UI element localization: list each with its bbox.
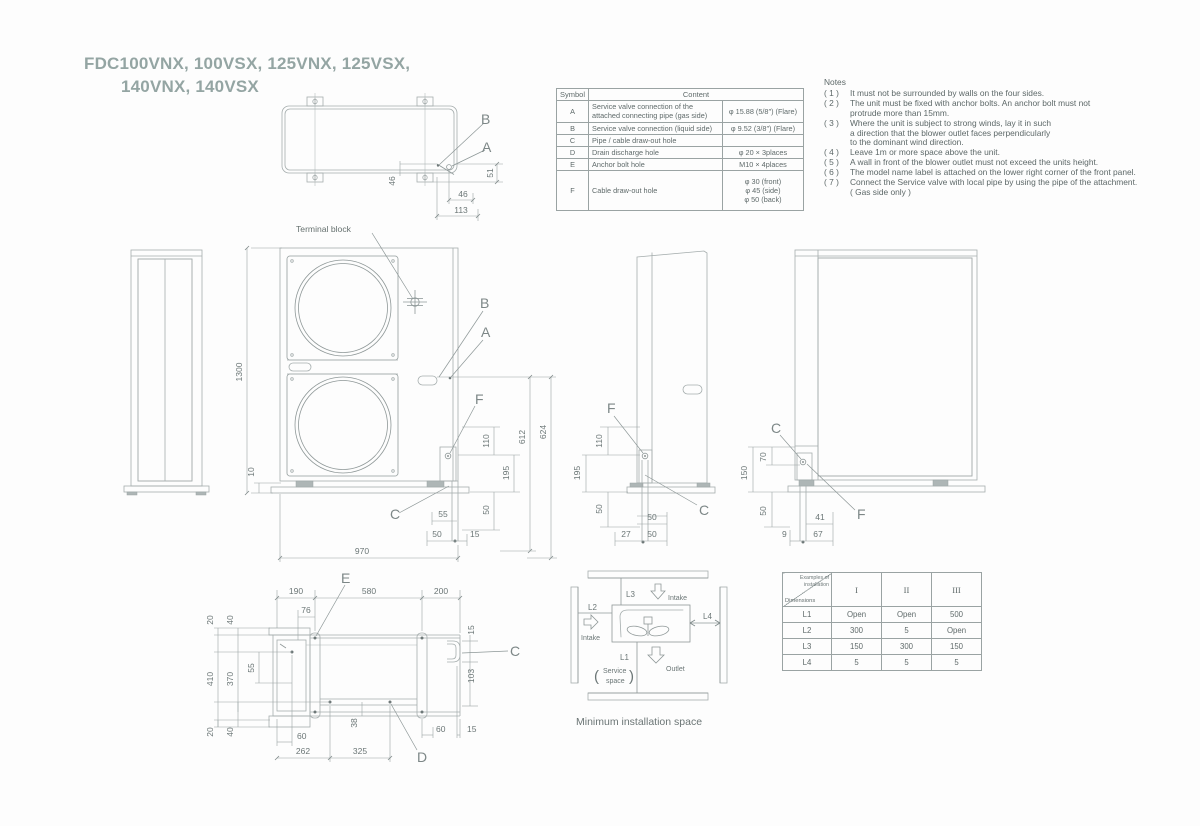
bottom-view-callouts [316,570,520,765]
dim-label: 15 [467,724,477,734]
callout-b: B [481,111,491,127]
dim-label: 46 [458,189,468,199]
terminal-block-label: Terminal block [296,224,351,234]
fan-grille-bottom [287,374,398,476]
note-number: ( 4 ) [824,147,839,158]
note-number: ( 5 ) [824,157,839,168]
table-row [557,89,804,101]
service-paren-close: ) [629,668,634,685]
intake-arrow-top [651,584,665,599]
front-view-drawing [232,228,582,568]
table-row: F Cable draw-out hole φ 30 (front) φ 45 (side) φ 50 (back) [557,171,804,211]
table-row: L2 300 5 Open [783,623,982,639]
unit-symbol [612,605,690,642]
notes-section [824,78,1172,198]
dim-label: 55 [438,509,448,519]
side-view-drawing [572,240,725,550]
bottom-view-outline [269,628,460,727]
dim-label: 195 [501,465,511,481]
intake-arrow-left [584,615,598,629]
note-line: Leave 1m or more space above the unit. [850,147,1000,158]
top-view-outline [282,93,457,186]
note-item [824,99,1172,119]
callout-e: E [341,570,351,586]
callout-c: C [510,643,521,659]
back-view-outline [788,250,985,544]
dim-label: 325 [352,746,368,756]
callout-b: B [480,295,490,311]
table-row: L3 150 300 150 [783,639,982,655]
note-line: The model name label is attached on the lower right corner of the front panel. [850,167,1136,178]
dim-label: 9 [782,529,787,539]
callout-f: F [607,400,616,416]
dim-label: 262 [295,746,311,756]
note-number: ( 2 ) [824,97,839,108]
dim-label: 113 [454,205,468,215]
callout-a: A [481,324,491,340]
dim-label: 50 [758,506,768,516]
corner-label: Dimensions [785,598,816,604]
note-line: a direction that the blower outlet faces perpendicularly [850,127,1051,138]
dim-label: 38 [349,718,359,728]
installation-space-diagram [565,565,755,715]
dim-label: 50 [481,505,491,515]
callout-f: F [857,506,866,522]
dim-label: 27 [621,529,631,539]
note-number: ( 7 ) [824,177,839,188]
fan-grille-top [287,256,398,360]
dim-label: 46 [387,176,397,186]
note-line: The unit must be fixed with anchor bolts. An anchor bolt must not [850,97,1091,108]
dim-label: 20 [205,727,215,737]
column-header: I [832,573,882,607]
callout-d: D [417,749,428,765]
dim-label: 55 [246,663,256,673]
symbol-table [556,88,804,211]
intake-top-label: Intake [668,595,688,602]
table-row: D Drain discharge hole φ 20 × 3places [557,146,804,158]
dim-label: 67 [813,529,823,539]
column-header: II [882,573,932,607]
note-number: ( 3 ) [824,117,839,128]
top-view-callouts [439,111,492,166]
table-row: B Service valve connection (liquid side) φ 9.52 (3/8″) (Flare) [557,122,804,134]
dim-label: 200 [433,586,449,596]
dim-label: 970 [354,546,370,556]
corner-label: Examples of [799,575,829,581]
column-header: III [932,573,982,607]
dim-label: 50 [647,529,657,539]
bottom-view-drawing [205,570,530,770]
dim-label: 40 [225,727,235,737]
note-line: Connect the Service valve with local pipe by using the pipe of the attachment. [850,177,1138,188]
dim-label: 190 [288,586,304,596]
service-space-label: space [606,678,625,685]
dim-label: 10 [246,467,256,477]
table-row: L1 Open Open 500 [783,607,982,623]
callout-c: C [390,506,401,522]
note-line: It must not be surrounded by walls on the four sides. [850,87,1045,98]
symbol-header: Symbol [557,89,589,101]
dim-label: 1300 [234,362,244,382]
callout-a: A [482,139,492,155]
left-side-view-drawing [118,240,218,502]
dim-label: 40 [225,615,235,625]
page-title-line1: FDC100VNX, 100VSX, 125VNX, 125VSX, [84,54,411,73]
table-row: E Anchor bolt hole M10 × 4places [557,158,804,170]
dim-label: 370 [225,671,235,687]
table-row: L4 5 5 5 [783,655,982,671]
label-l4: L4 [703,612,712,621]
intake-left-label: Intake [581,635,601,642]
side-view-outline [627,251,715,544]
front-view-callouts [390,295,491,522]
bottom-view-dimensions [205,586,478,762]
dim-label: 41 [815,512,825,522]
label-l1: L1 [620,653,629,662]
dim-label: 15 [470,529,480,539]
space-labels [581,590,712,685]
installation-space-table [782,572,982,671]
callout-c: C [699,502,710,518]
back-view-dimensions [739,447,833,546]
spec-line: φ 50 (back) [744,195,782,205]
table-row: A Service valve connection of the attached connecting pipe (gas side) φ 15.88 (5/8″) (Flare) [557,101,804,122]
note-line: Where the unit is subject to strong winds, lay it in such [850,117,1052,128]
corner-label: installation [803,582,829,588]
page-title-line2: 140VNX, 140VSX [121,77,259,96]
dim-label: 76 [301,605,311,615]
louver-panel [124,250,209,495]
back-view-drawing [740,240,1012,550]
dim-label: 580 [361,586,377,596]
terminal-block-symbol [372,233,427,314]
spec-line: φ 45 (side) [745,185,781,195]
dim-label: 51 [485,168,495,178]
label-l3: L3 [626,590,635,599]
dim-label: 110 [481,434,491,448]
dim-label: 103 [466,668,476,684]
note-item [824,178,1172,198]
callout-c: C [771,420,782,436]
diagonal-header-cell [783,573,832,607]
notes-heading: Notes [824,77,846,87]
note-line: to the dominant wind direction. [850,137,964,148]
note-item [824,119,1172,149]
table-row: C Pipe / cable draw-out hole [557,134,804,146]
dim-label: 15 [466,625,476,635]
dim-label: 70 [758,452,768,462]
callout-f: F [475,391,484,407]
desc-line: Service valve connection of the [592,102,694,112]
dim-label: 195 [572,465,582,481]
note-number: ( 1 ) [824,87,839,98]
note-line: ( Gas side only ) [850,186,911,197]
dim-label: 20 [205,615,215,625]
dim-label: 624 [538,424,548,440]
spec-line: φ 30 (front) [744,176,782,186]
table-row [783,573,982,607]
dim-label: 612 [517,429,527,445]
content-header: Content [589,89,804,101]
service-space-label: Service [603,668,627,675]
outlet-arrow [648,647,664,663]
top-view-drawing [272,85,512,240]
side-view-dimensions [572,427,667,546]
outlet-label: Outlet [666,666,685,673]
dim-label: 110 [594,434,604,448]
fan-icon [626,617,669,637]
dim-label: 50 [432,529,442,539]
desc-line: attached connecting pipe (gas side) [592,111,708,121]
dim-label: 60 [297,731,307,741]
note-line: A wall in front of the blower outlet must not exceed the units height. [850,157,1099,168]
dim-label: 50 [647,512,657,522]
label-l2: L2 [588,603,597,612]
dim-label: 50 [594,504,604,514]
note-line: protrude more than 15mm. [850,107,950,118]
service-paren-open: ( [594,668,599,685]
dim-label: 150 [739,465,749,481]
dim-label: 60 [436,724,446,734]
side-view-callouts [607,400,709,518]
dim-label: 410 [205,671,215,687]
installation-space-caption: Minimum installation space [576,716,703,728]
note-number: ( 6 ) [824,167,839,178]
